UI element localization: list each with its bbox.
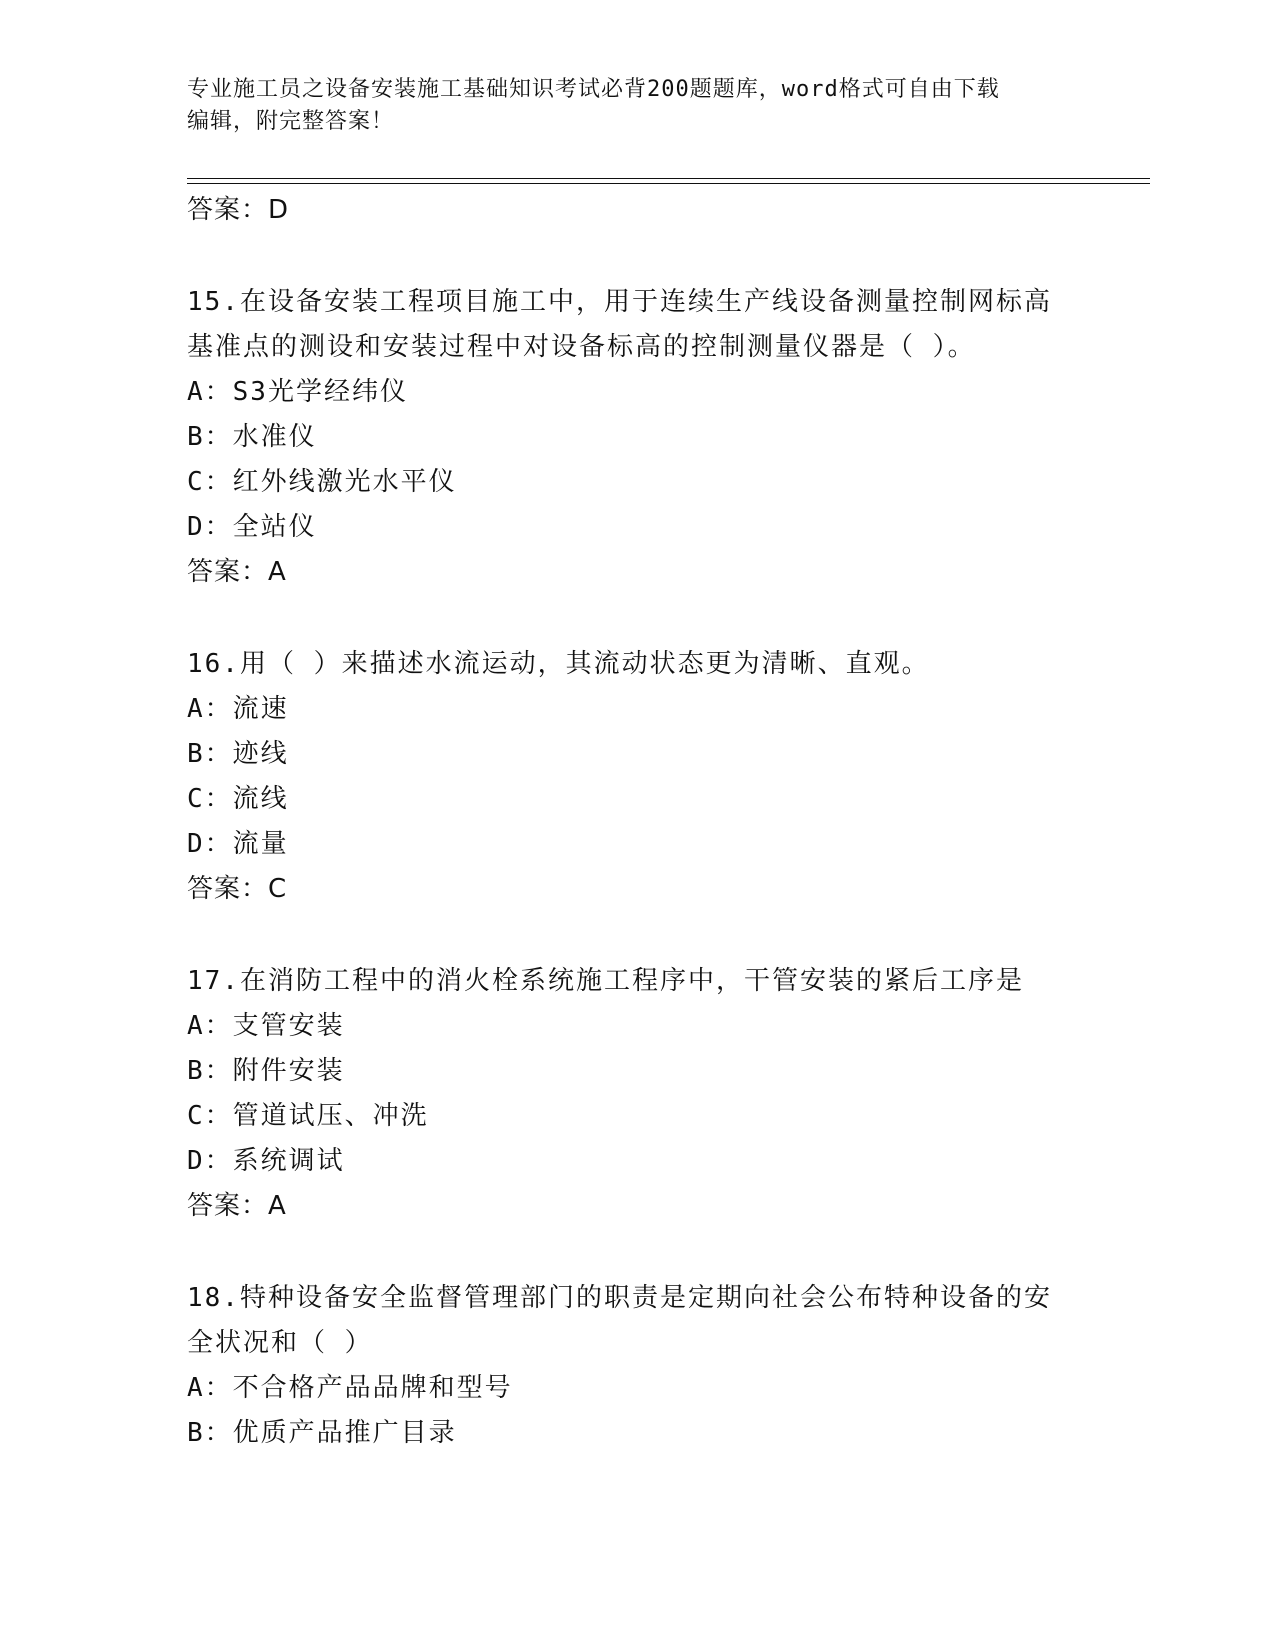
header-line-1: 专业施工员之设备安装施工基础知识考试必背200题题库，word格式可自由下载 [187, 77, 1000, 102]
answer-14: 答案：D [187, 195, 290, 225]
document-body [187, 188, 1087, 1456]
question-18-option-a: A：不合格产品品牌和型号 [187, 1373, 513, 1403]
page-header [187, 74, 1087, 138]
question-15-line-2: 基准点的测设和安装过程中对设备标高的控制测量仪器是（ ）。 [187, 332, 976, 362]
question-18-line-2: 全状况和（ ） [187, 1328, 373, 1358]
question-17-option-b: B：附件安装 [187, 1056, 345, 1086]
question-15-line-1: 15.在设备安装工程项目施工中，用于连续生产线设备测量控制网标高 [187, 287, 1052, 317]
spacer [187, 233, 1087, 280]
question-16 [187, 642, 1087, 912]
question-15-option-c: C：红外线激光水平仪 [187, 467, 457, 497]
question-17 [187, 959, 1087, 1229]
question-17-option-d: D：系统调试 [187, 1146, 345, 1176]
question-16-option-a: A：流速 [187, 694, 289, 724]
question-16-option-b: B：迹线 [187, 739, 289, 769]
question-18-line-1: 18.特种设备安全监督管理部门的职责是定期向社会公布特种设备的安 [187, 1283, 1052, 1313]
spacer [187, 595, 1087, 642]
question-17-line-1: 17.在消防工程中的消火栓系统施工程序中，干管安装的紧后工序是 [187, 966, 1024, 996]
header-divider-top [187, 178, 1150, 179]
header-line-2: 编辑，附完整答案！ [187, 109, 395, 134]
question-16-line-1: 16.用（ ）来描述水流运动，其流动状态更为清晰、直观。 [187, 649, 930, 679]
question-15-option-a: A：S3光学经纬仪 [187, 377, 408, 407]
question-16-option-c: C：流线 [187, 784, 289, 814]
question-17-option-c: C：管道试压、冲洗 [187, 1101, 429, 1131]
question-17-option-a: A：支管安装 [187, 1011, 345, 1041]
question-16-option-d: D：流量 [187, 829, 289, 859]
question-15 [187, 280, 1087, 595]
question-15-option-d: D：全站仪 [187, 512, 317, 542]
question-16-answer: 答案：C [187, 874, 288, 904]
question-15-answer: 答案：A [187, 557, 287, 587]
question-18 [187, 1276, 1087, 1456]
spacer [187, 912, 1087, 959]
question-17-answer: 答案：A [187, 1191, 287, 1221]
question-18-option-b: B：优质产品推广目录 [187, 1418, 457, 1448]
spacer [187, 1229, 1087, 1276]
header-divider-bottom [187, 183, 1150, 184]
question-15-option-b: B：水准仪 [187, 422, 317, 452]
